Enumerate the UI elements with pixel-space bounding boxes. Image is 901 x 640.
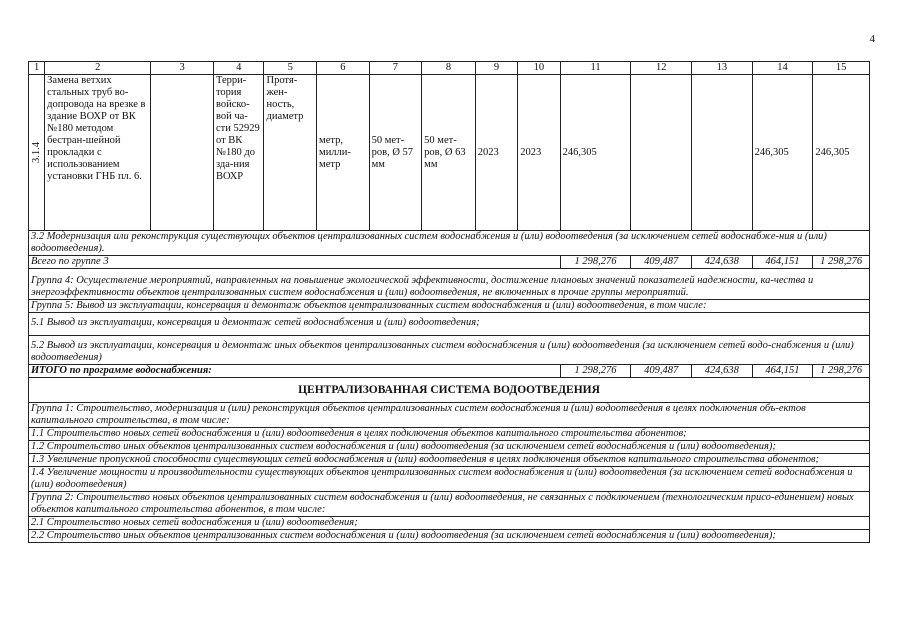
subgroup-1-1: 1.1 Строительство новых сетей водоснабжения и (или) водоотведения в целях подключения объектов капитального строительства абонентов; [29,428,870,441]
col-number: 3 [151,62,214,75]
col-number: 15 [813,62,870,75]
group-4: Группа 4: Осуществление мероприятий, направленных на повышение экологической эффективности, достижение плановых значений показателей надежности, ка-чества и энергоэффективности объектов централизованных систем водоснабжения и (или) водоотведения, не включенных в прочие группы мероприятий. [29,269,870,300]
col-number: 7 [369,62,422,75]
table-row [29,231,870,256]
subgroup-1-4: 1.4 Увеличение мощности и производительности существующих объектов централизованных систем водоснабжения и (или) водоотведения (за исключением сетей водоснабжения и (или) водоотведения) [29,467,870,492]
group-total-label: Всего по группе 3 [29,256,561,269]
subgroup-5-1: 5.1 Вывод из эксплуатации, консервация и демонтаж сетей водоснабжения и (или) водоотведения; [29,313,870,336]
subgroup-1-2: 1.2 Строительство иных объектов централизованных систем водоснабжения и (или) водоотведения (за исключением сетей водоснабжения и (или) водоотведения); [29,441,870,454]
total-value: 409,487 [631,365,692,378]
cost-total: 246,305 [560,75,631,231]
subgroup-5-2: 5.2 Вывод из эксплуатации, консервация и демонтаж иных объектов централизованных систем водоснабжения и (или) водоотведения (за исключением сетей водо-снабжения и (или) водоотведения) [29,336,870,365]
section-row [29,378,870,403]
parameter: Протя-жен-ность, диаметр [264,75,317,231]
col-number: 5 [264,62,317,75]
table-row [29,492,870,517]
subgroup-1-3: 1.3 Увеличение пропускной способности существующих сетей водоснабжения и (или) водоотведения в целях подключения объектов капитального строительства абонентов; [29,454,870,467]
empty-cell [631,75,692,231]
col-number: 11 [560,62,631,75]
value-before: 50 мет-ров, Ø 57 мм [369,75,422,231]
measure-name: Замена ветхих стальных труб во-допровода на врезке в здание ВОХР от ВК №180 методом бестран-шейной прокладки с использованием установки ГНБ пл. 6. [45,75,151,231]
table-row [29,467,870,492]
start-year: 2023 [475,75,517,231]
col-number: 13 [692,62,753,75]
group-5: Группа 5: Вывод из эксплуатации, консервация и демонтаж объектов централизованных систем водоснабжения и (или) водоотведения, в том числе: [29,300,870,313]
col-number: 4 [213,62,264,75]
cost-total-end: 246,305 [813,75,870,231]
empty-cell [692,75,753,231]
col-number: 8 [422,62,476,75]
total-value: 464,151 [752,365,813,378]
total-value: 464,151 [752,256,813,269]
table-row [29,517,870,530]
value-after: 50 мет-ров, Ø 63 мм [422,75,476,231]
program-total-row [29,365,870,378]
table-row [29,336,870,365]
end-year: 2023 [518,75,560,231]
row-number-cell [29,75,45,231]
table-row [29,313,870,336]
total-value: 1 298,276 [560,256,631,269]
table-row [29,428,870,441]
subgroup-2-2: 2.2 Строительство иных объектов централизованных систем водоснабжения и (или) водоотведения (за исключением сетей водоснабжения и (или) водоотведения); [29,530,870,543]
table-row [29,530,870,543]
subgroup-3-2: 3.2 Модернизация или реконструкция существующих объектов централизованных систем водоснабжения и (или) водоотведения (за исключением сетей водоснабже-ния и (или) водоотведения). [29,231,870,256]
col-number: 1 [29,62,45,75]
col-number: 14 [752,62,813,75]
cost-year-2023: 246,305 [752,75,813,231]
location: Терри-тория войско-вой ча-сти 52929 от ВК №180 до зда-ния ВОХР [213,75,264,231]
col-number: 10 [518,62,560,75]
col-number: 6 [317,62,370,75]
group-total-row [29,256,870,269]
total-value: 1 298,276 [560,365,631,378]
group-1: Группа 1: Строительство, модернизация и (или) реконструкция объектов централизованных систем водоснабжения и (или) водоотведения в целях подключения объ-ектов капитального строительства, в том числе: [29,403,870,428]
col-number: 12 [631,62,692,75]
col-number: 9 [475,62,517,75]
column-number-row [29,62,870,75]
table-row [29,269,870,300]
table-row [29,454,870,467]
subgroup-2-1: 2.1 Строительство новых сетей водоснабжения и (или) водоотведения; [29,517,870,530]
program-total-label: ИТОГО по программе водоснабжения: [29,365,561,378]
total-value: 424,638 [692,256,753,269]
col-number: 2 [45,62,151,75]
row-number: 3.1.4 [31,142,42,163]
total-value: 1 298,276 [813,365,870,378]
total-value: 1 298,276 [813,256,870,269]
unit: метр, милли-метр [317,75,370,231]
total-value: 424,638 [692,365,753,378]
table-row [29,300,870,313]
total-value: 409,487 [631,256,692,269]
table-row [29,441,870,454]
empty-cell [151,75,214,231]
group-2: Группа 2: Строительство новых объектов централизованных систем водоснабжения и (или) водоотведения, не связанных с подключением (технологическим присо-единением) новых объектов капитального строительства абонентов, в том числе: [29,492,870,517]
investment-program-table [28,61,870,543]
table-row [29,403,870,428]
section-title: ЦЕНТРАЛИЗОВАННАЯ СИСТЕМА ВОДООТВЕДЕНИЯ [29,378,870,403]
page-number: 4 [869,33,875,45]
table-row [29,75,870,231]
